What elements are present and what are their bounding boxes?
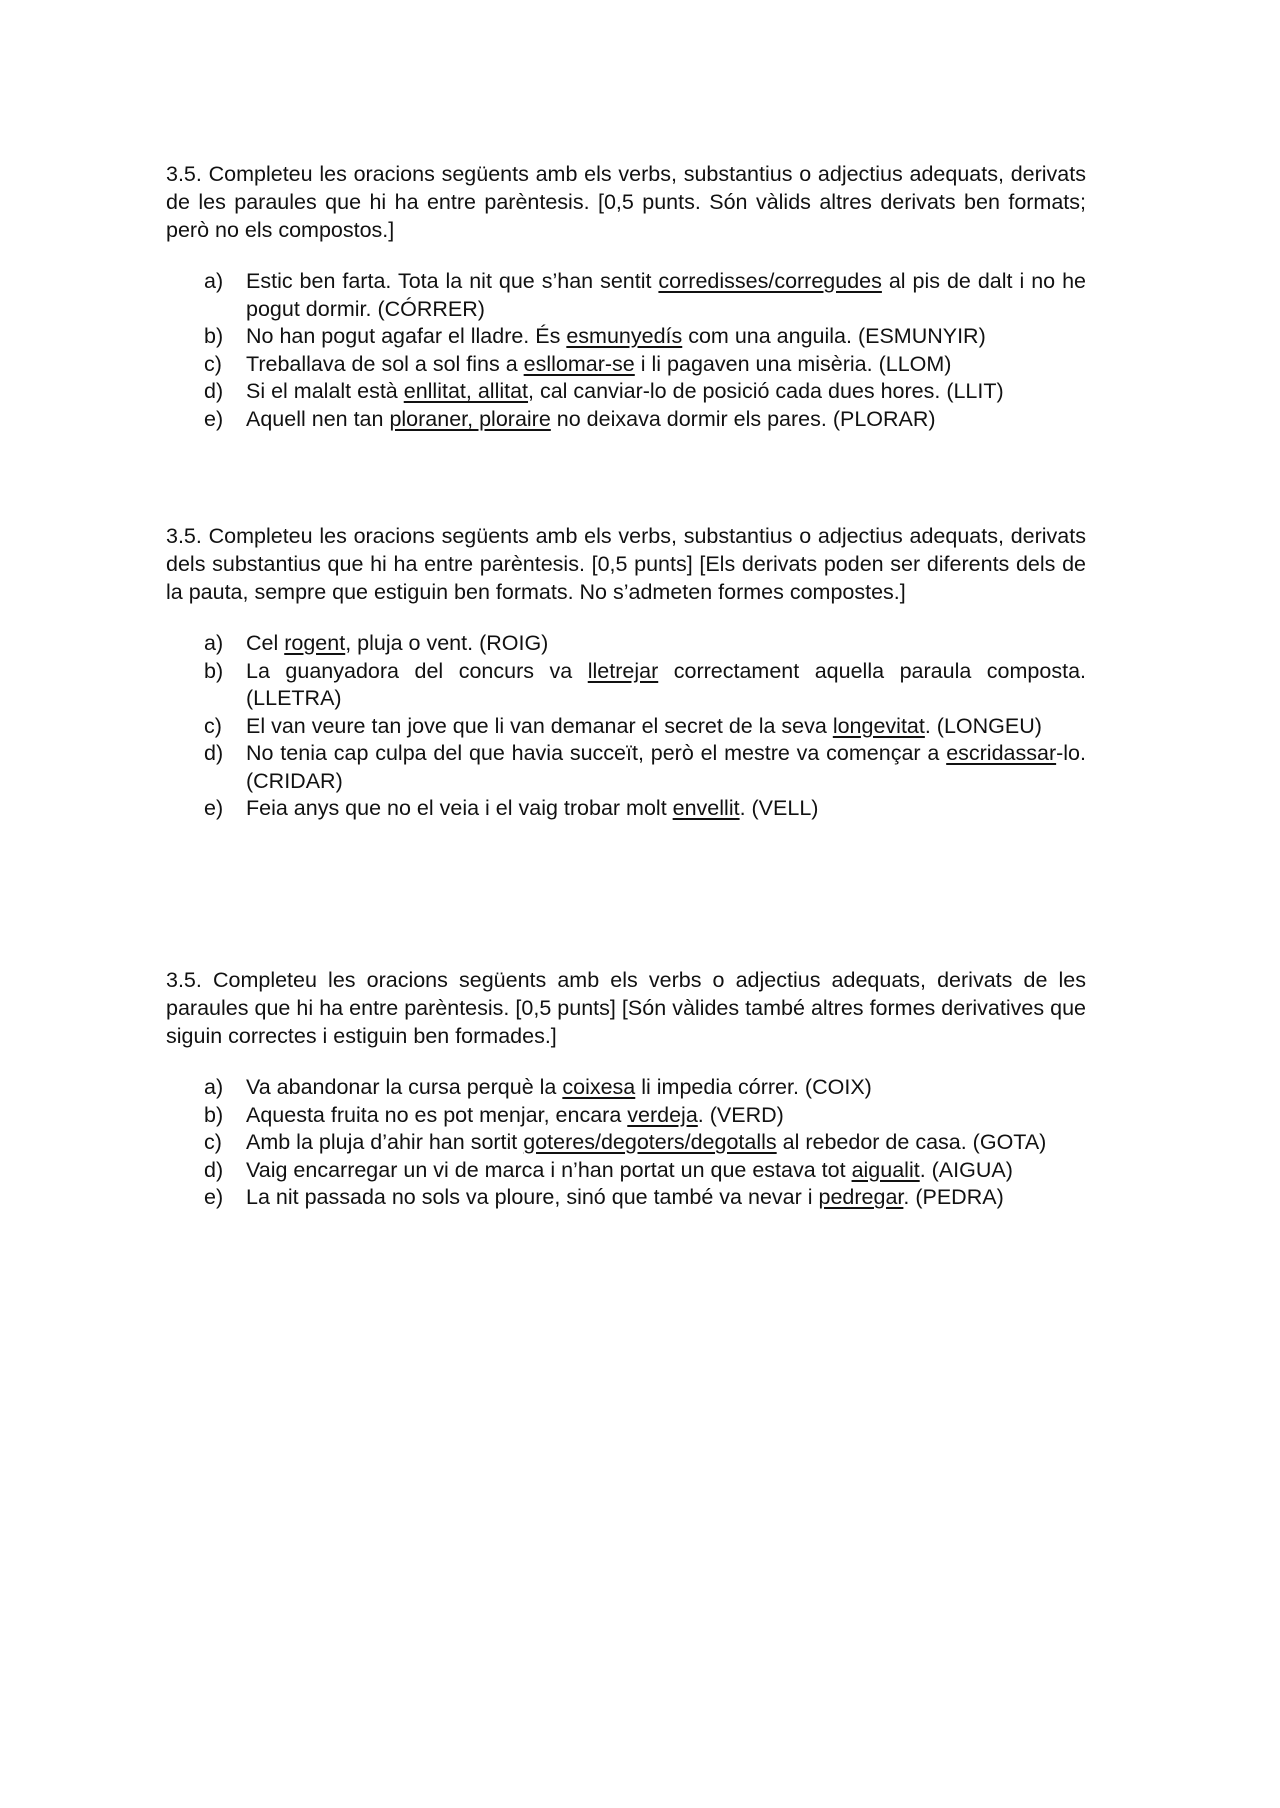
answer-list — [166, 1074, 1086, 1212]
underlined-answer: goteres/degoters/degotalls — [523, 1130, 777, 1154]
item-letter: c) — [204, 351, 222, 376]
exercise-2 — [166, 522, 1086, 823]
underlined-answer: escridassar — [946, 741, 1057, 765]
list-item — [166, 1102, 1086, 1130]
item-sentence — [246, 630, 1086, 658]
sentence-before: Amb la pluja d’ahir han sortit — [246, 1130, 524, 1154]
sentence-before: Cel — [246, 631, 285, 655]
underlined-answer: coixesa — [562, 1075, 636, 1099]
exercise-prompt: 3.5. Completeu les oracions següents amb els verbs, substantius o adjectius adequats, derivats de les paraules que hi ha entre parèntesis. [0,5 punts. Són vàlids altres derivats ben formats; però no els compostos.] — [166, 162, 1086, 242]
list-item — [166, 268, 1086, 323]
item-letter: d) — [204, 379, 224, 403]
item-letter: c) — [204, 1130, 222, 1154]
item-sentence — [246, 351, 1086, 379]
list-item — [166, 1184, 1086, 1212]
exercise-1 — [166, 160, 1086, 433]
answer-list — [166, 630, 1086, 823]
item-letter: b) — [204, 1102, 224, 1127]
sentence-after: i li pagaven una misèria. (LLOM) — [634, 351, 952, 376]
list-item — [166, 1129, 1086, 1157]
item-sentence — [246, 378, 1086, 406]
sentence-before: No han pogut agafar el lladre. És — [246, 324, 567, 348]
sentence-after: li impedia córrer. (COIX) — [635, 1075, 872, 1099]
sentence-before: Feia anys que no el veia i el vaig trobar molt — [246, 796, 673, 820]
list-item — [166, 1074, 1086, 1102]
item-sentence — [246, 406, 1086, 434]
underlined-answer: rogent — [284, 631, 346, 655]
item-letter: d) — [204, 1157, 224, 1182]
sentence-after: . (PEDRA) — [903, 1185, 1004, 1209]
sentence-after: . (VELL) — [739, 796, 819, 820]
list-item — [166, 658, 1086, 713]
exercise-prompt: 3.5. Completeu les oracions següents amb els verbs, substantius o adjectius adequats, derivats dels substantius que hi ha entre parèntesis. [0,5 punts] [Els derivats poden ser diferents dels de la pauta, sempre que estiguin ben formats. No s’admeten formes compostes.] — [166, 524, 1086, 604]
sentence-before: Aquesta fruita no es pot menjar, encara — [246, 1102, 628, 1127]
sentence-after: correctament aquella paraula composta. (LLETRA) — [246, 658, 1086, 710]
sentence-before: No tenia cap culpa del que havia succeït, però el mestre va començar a — [246, 741, 947, 765]
sentence-after: . (VERD) — [697, 1102, 784, 1127]
item-sentence — [246, 795, 1086, 823]
item-letter: b) — [204, 324, 224, 348]
item-letter: a) — [204, 631, 224, 655]
list-item — [166, 713, 1086, 741]
item-sentence — [246, 1102, 1086, 1130]
sentence-before: Vaig encarregar un vi de marca i n’han portat un que estava tot — [246, 1157, 852, 1182]
sentence-after: , pluja o vent. (ROIG) — [345, 631, 549, 655]
item-sentence — [246, 658, 1086, 713]
underlined-answer: esllomar-se — [523, 351, 635, 376]
sentence-before: La guanyadora del concurs va — [246, 658, 588, 683]
underlined-answer: enllitat, allitat — [403, 379, 529, 403]
sentence-after: al rebedor de casa. (GOTA) — [776, 1130, 1047, 1154]
item-letter: e) — [204, 796, 224, 820]
sentence-after: , cal canviar-lo de posició cada dues hores. (LLIT) — [528, 379, 1004, 403]
sentence-after: . (LONGEU) — [924, 713, 1042, 738]
sentence-after: al pis de dalt i no he pogut dormir. (CÓRRER) — [246, 269, 1086, 321]
item-sentence — [246, 740, 1086, 795]
sentence-before: Treballava de sol a sol fins a — [246, 351, 524, 376]
list-item — [166, 351, 1086, 379]
item-sentence — [246, 1129, 1086, 1157]
sentence-after: com una anguila. (ESMUNYIR) — [682, 324, 986, 348]
underlined-answer: aigualit — [851, 1157, 920, 1182]
item-letter: d) — [204, 741, 224, 765]
item-letter: a) — [204, 269, 224, 293]
answer-list — [166, 268, 1086, 433]
item-letter: b) — [204, 658, 224, 683]
underlined-answer: pedregar — [818, 1185, 904, 1209]
sentence-before: Aquell nen tan — [246, 406, 390, 431]
list-item — [166, 795, 1086, 823]
list-item — [166, 1157, 1086, 1185]
underlined-answer: lletrejar — [587, 658, 659, 683]
sentence-before: Estic ben farta. Tota la nit que s’han sentit — [246, 269, 659, 293]
item-sentence — [246, 268, 1086, 323]
underlined-answer: verdeja — [627, 1102, 698, 1127]
item-letter: c) — [204, 713, 222, 738]
underlined-answer: longevitat — [832, 713, 925, 738]
sentence-before: El van veure tan jove que li van demanar el secret de la seva — [246, 713, 833, 738]
sentence-after: -lo. (CRIDAR) — [246, 741, 1086, 793]
underlined-answer: corredisses/corregudes — [658, 269, 882, 293]
list-item — [166, 406, 1086, 434]
underlined-answer: ploraner, ploraire — [389, 406, 551, 431]
underlined-answer: esmunyedís — [566, 324, 683, 348]
exercise-3 — [166, 966, 1086, 1212]
item-sentence — [246, 713, 1086, 741]
sentence-before: Si el malalt està — [246, 379, 404, 403]
sentence-after: . (AIGUA) — [919, 1157, 1013, 1182]
exercise-prompt: 3.5. Completeu les oracions següents amb els verbs o adjectius adequats, derivats de les paraules que hi ha entre parèntesis. [0,5 punts] [Són vàlides també altres formes derivatives que siguin correctes i estiguin ben formades.] — [166, 968, 1086, 1048]
underlined-answer: envellit — [672, 796, 740, 820]
list-item — [166, 378, 1086, 406]
item-sentence — [246, 323, 1086, 351]
sentence-after: no deixava dormir els pares. (PLORAR) — [550, 406, 936, 431]
item-letter: e) — [204, 1185, 224, 1209]
item-sentence — [246, 1157, 1086, 1185]
item-sentence — [246, 1184, 1086, 1212]
item-sentence — [246, 1074, 1086, 1102]
item-letter: a) — [204, 1075, 224, 1099]
list-item — [166, 740, 1086, 795]
sentence-before: La nit passada no sols va ploure, sinó que també va nevar i — [246, 1185, 819, 1209]
list-item — [166, 323, 1086, 351]
list-item — [166, 630, 1086, 658]
item-letter: e) — [204, 406, 224, 431]
sentence-before: Va abandonar la cursa perquè la — [246, 1075, 563, 1099]
